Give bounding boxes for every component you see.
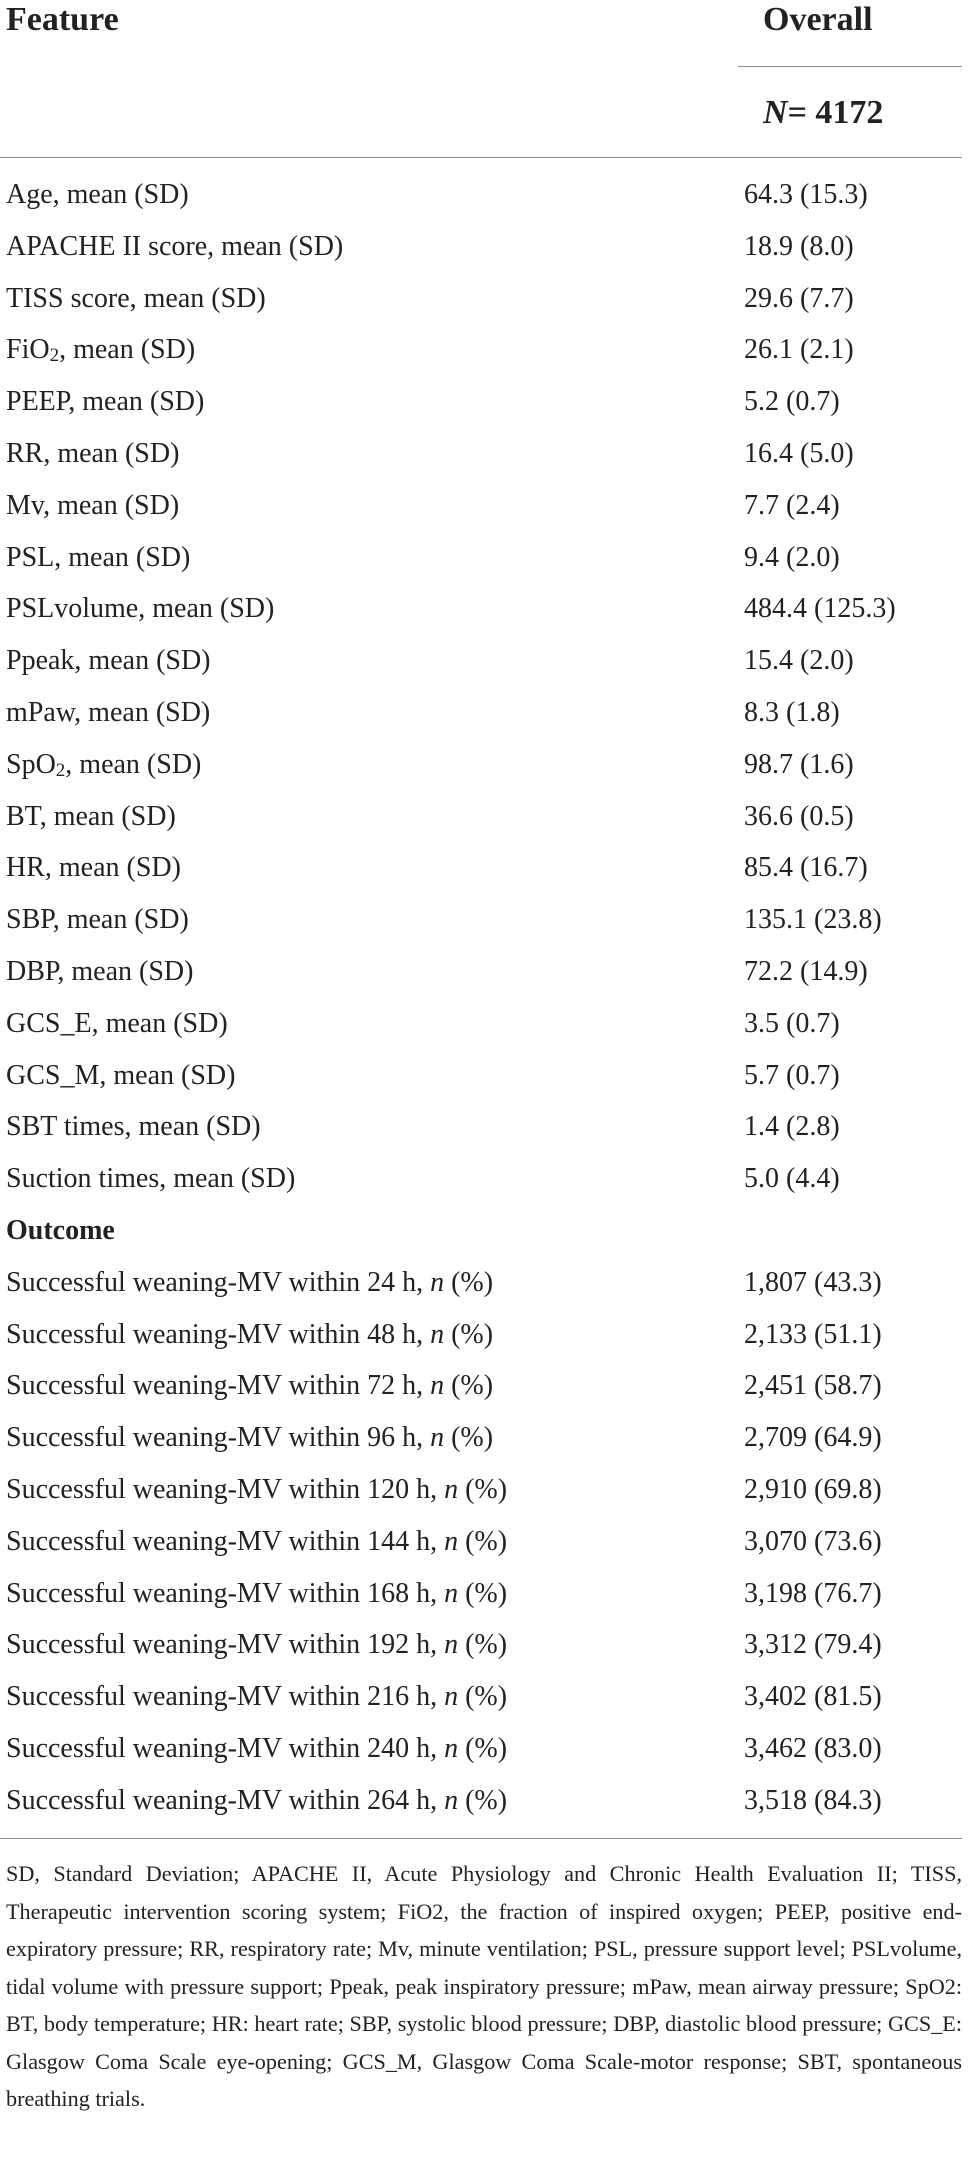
table-row xyxy=(0,952,962,1004)
row-label xyxy=(6,436,179,472)
row-label-text: RR, mean (SD) xyxy=(6,437,180,469)
row-label-suffix: (%) xyxy=(458,1577,508,1609)
table-row xyxy=(0,641,962,693)
row-value: 9.4 (2.0) xyxy=(744,541,840,573)
table-header xyxy=(0,0,968,157)
row-label-text: FiO xyxy=(6,334,50,366)
row-value: 3,070 (73.6) xyxy=(744,1525,882,1557)
table-row xyxy=(0,434,962,486)
row-label-italic: n xyxy=(444,1473,459,1505)
table-row xyxy=(0,1729,962,1781)
row-label xyxy=(6,1109,261,1145)
row-label xyxy=(6,902,189,938)
row-label-subscript: 2 xyxy=(49,345,60,367)
table-row xyxy=(0,1574,962,1626)
row-label-suffix: (%) xyxy=(458,1732,508,1764)
row-value: 15.4 (2.0) xyxy=(744,645,854,677)
table-row xyxy=(0,797,962,849)
row-label xyxy=(6,332,195,368)
row-label-text: APACHE II score, mean (SD) xyxy=(6,230,344,262)
row-label-text: PSLvolume, mean (SD) xyxy=(6,593,275,625)
section-row xyxy=(0,1211,962,1263)
row-label xyxy=(6,1265,493,1301)
row-label-italic: n xyxy=(444,1577,459,1609)
row-label xyxy=(6,1472,507,1508)
table-row xyxy=(0,745,962,797)
row-value: 484.4 (125.3) xyxy=(744,593,896,625)
row-label xyxy=(6,850,181,886)
row-value: 16.4 (5.0) xyxy=(744,437,854,469)
table-row xyxy=(0,1107,962,1159)
table-row xyxy=(0,1315,962,1367)
row-label-italic: n xyxy=(430,1318,445,1350)
row-value: 5.0 (4.4) xyxy=(744,1163,840,1195)
row-label-text: Successful weaning-MV within 264 h, xyxy=(6,1784,445,1816)
row-label xyxy=(6,177,189,213)
row-value: 2,133 (51.1) xyxy=(744,1318,882,1350)
row-label-text: Ppeak, mean (SD) xyxy=(6,645,211,677)
row-label xyxy=(6,695,210,731)
row-label xyxy=(6,540,190,576)
table-row xyxy=(0,538,962,590)
row-label xyxy=(6,1679,507,1715)
row-label-suffix: (%) xyxy=(458,1784,508,1816)
row-label xyxy=(6,591,274,627)
row-label-text: Successful weaning-MV within 168 h, xyxy=(6,1577,445,1609)
row-value: 2,709 (64.9) xyxy=(744,1422,882,1454)
row-value: 29.6 (7.7) xyxy=(744,282,854,314)
row-value: 3,518 (84.3) xyxy=(744,1784,882,1816)
row-label-text: Successful weaning-MV within 96 h, xyxy=(6,1422,431,1454)
row-label-suffix: (%) xyxy=(444,1422,494,1454)
table-row xyxy=(0,1470,962,1522)
row-label-suffix: (%) xyxy=(458,1525,508,1557)
row-value: 1,807 (43.3) xyxy=(744,1266,882,1298)
row-label-text: HR, mean (SD) xyxy=(6,852,181,884)
row-value: 64.3 (15.3) xyxy=(744,179,868,210)
row-label-text: SpO xyxy=(6,748,56,780)
row-label xyxy=(6,799,176,835)
header-rule xyxy=(0,157,962,158)
row-label-text: mPaw, mean (SD) xyxy=(6,696,211,728)
row-label-text: Successful weaning-MV within 24 h, xyxy=(6,1266,431,1298)
row-value: 1.4 (2.8) xyxy=(744,1111,840,1143)
row-label-text: PSL, mean (SD) xyxy=(6,541,191,573)
row-value: 8.3 (1.8) xyxy=(744,696,840,728)
row-label xyxy=(6,1368,493,1404)
table-row xyxy=(0,1677,962,1729)
table-row xyxy=(0,1625,962,1677)
row-label-suffix: (%) xyxy=(458,1473,508,1505)
row-value: 5.7 (0.7) xyxy=(744,1059,840,1091)
sample-size-value: = 4172 xyxy=(787,94,884,131)
row-label-suffix: (%) xyxy=(444,1370,494,1402)
row-label xyxy=(6,643,211,679)
row-value: 36.6 (0.5) xyxy=(744,800,854,832)
row-label xyxy=(6,1731,507,1767)
table-row xyxy=(0,486,962,538)
row-label-suffix: , mean (SD) xyxy=(65,748,202,780)
row-label-text: Successful weaning-MV within 240 h, xyxy=(6,1732,445,1764)
row-value: 72.2 (14.9) xyxy=(744,955,868,987)
table-row xyxy=(0,1522,962,1574)
row-label-text: SBT times, mean (SD) xyxy=(6,1111,261,1143)
row-label xyxy=(6,229,343,265)
row-label-text: PEEP, mean (SD) xyxy=(6,386,205,418)
row-value: 135.1 (23.8) xyxy=(744,904,882,936)
row-value: 2,910 (69.8) xyxy=(744,1473,882,1505)
row-label-text: Outcome xyxy=(6,1214,115,1246)
row-label xyxy=(6,1576,507,1612)
row-label-text: TISS score, mean (SD) xyxy=(6,282,266,314)
row-label xyxy=(6,1627,507,1663)
row-label-text: GCS_M, mean (SD) xyxy=(6,1059,236,1091)
header-sample-size xyxy=(763,93,883,133)
row-label-text: Successful weaning-MV within 48 h, xyxy=(6,1318,431,1350)
table-footnote: SD, Standard Deviation; APACHE II, Acute Physiology and Chronic Health Evaluation II; TISS, Therapeutic intervention scoring system; FiO2, the fraction of inspired oxygen; PEEP, positive end-expiratory pressure; RR, respiratory rate; Mv, minute ventilation; PSL, pressure support level; PSLvolume, tidal volume with pressure support; Ppeak, peak inspiratory pressure; mPaw, mean airway pressure; SpO2: BT, body temperature; HR: heart rate; SBP, systolic blood pressure; DBP, diastolic blood pressure; GCS_E: Glasgow Coma Scale eye-opening; GCS_M, Glasgow Coma Scale-motor response; SBT, spontaneous breathing trials. xyxy=(6,1861,962,2111)
row-label xyxy=(6,281,266,317)
row-label-italic: n xyxy=(444,1681,459,1713)
table-row xyxy=(0,279,962,331)
row-label-text: SBP, mean (SD) xyxy=(6,904,189,936)
table-row xyxy=(0,1366,962,1418)
row-label-italic: n xyxy=(430,1422,445,1454)
row-label xyxy=(6,1161,295,1197)
row-value: 3.5 (0.7) xyxy=(744,1007,840,1039)
section-label xyxy=(6,1213,115,1249)
row-label-text: Successful weaning-MV within 120 h, xyxy=(6,1473,445,1505)
row-label xyxy=(6,488,179,524)
table-row xyxy=(0,1056,962,1108)
table-row xyxy=(0,227,962,279)
table-row xyxy=(0,1418,962,1470)
table-row xyxy=(0,1004,962,1056)
table-body xyxy=(0,175,962,1833)
row-label-text: Suction times, mean (SD) xyxy=(6,1163,296,1195)
row-label-subscript: 2 xyxy=(55,759,66,781)
row-label-text: BT, mean (SD) xyxy=(6,800,176,832)
row-label-italic: n xyxy=(444,1629,459,1661)
row-label xyxy=(6,1524,507,1560)
row-label-italic: n xyxy=(430,1370,445,1402)
row-label xyxy=(6,1317,493,1353)
row-value: 98.7 (1.6) xyxy=(744,748,854,780)
table-row xyxy=(0,589,962,641)
footer-rule xyxy=(0,1838,962,1839)
row-label-text: Successful weaning-MV within 72 h, xyxy=(6,1370,431,1402)
table-row xyxy=(0,382,962,434)
row-value: 2,451 (58.7) xyxy=(744,1370,882,1402)
table-row xyxy=(0,900,962,952)
row-value: 7.7 (2.4) xyxy=(744,489,840,521)
table-row xyxy=(0,1781,962,1833)
row-label-italic: n xyxy=(444,1732,459,1764)
row-value: 18.9 (8.0) xyxy=(744,230,854,262)
row-value: 26.1 (2.1) xyxy=(744,334,854,366)
table-row xyxy=(0,848,962,900)
row-label-italic: n xyxy=(444,1784,459,1816)
row-label xyxy=(6,1783,507,1819)
row-label xyxy=(6,747,201,783)
row-label xyxy=(6,1058,235,1094)
row-label-text: DBP, mean (SD) xyxy=(6,955,194,987)
row-value: 3,312 (79.4) xyxy=(744,1629,882,1661)
row-label xyxy=(6,1420,493,1456)
table-row xyxy=(0,330,962,382)
table-row xyxy=(0,175,962,227)
row-label-suffix: (%) xyxy=(444,1266,494,1298)
sample-size-symbol: N xyxy=(763,94,788,131)
header-feature: Feature xyxy=(6,1,119,38)
table-row xyxy=(0,1159,962,1211)
row-value: 85.4 (16.7) xyxy=(744,852,868,884)
table-row xyxy=(0,1263,962,1315)
row-label-italic: n xyxy=(430,1266,445,1298)
row-value: 3,198 (76.7) xyxy=(744,1577,882,1609)
row-value: 3,402 (81.5) xyxy=(744,1681,882,1713)
row-label-text: Successful weaning-MV within 144 h, xyxy=(6,1525,445,1557)
header-subrule xyxy=(738,66,962,67)
row-label-italic: n xyxy=(444,1525,459,1557)
row-label-suffix: , mean (SD) xyxy=(59,334,196,366)
row-label-suffix: (%) xyxy=(458,1629,508,1661)
row-label-text: GCS_E, mean (SD) xyxy=(6,1007,228,1039)
row-value: 5.2 (0.7) xyxy=(744,386,840,418)
header-overall: Overall xyxy=(763,1,873,38)
row-label-text: Successful weaning-MV within 216 h, xyxy=(6,1681,445,1713)
row-label xyxy=(6,1006,228,1042)
row-label-text: Mv, mean (SD) xyxy=(6,489,180,521)
row-value: 3,462 (83.0) xyxy=(744,1732,882,1764)
row-label xyxy=(6,954,193,990)
row-label-suffix: (%) xyxy=(444,1318,494,1350)
row-label xyxy=(6,384,204,420)
row-label-suffix: (%) xyxy=(458,1681,508,1713)
row-label-text: Age, mean (SD) xyxy=(6,179,189,210)
row-label-text: Successful weaning-MV within 192 h, xyxy=(6,1629,445,1661)
table-row xyxy=(0,693,962,745)
